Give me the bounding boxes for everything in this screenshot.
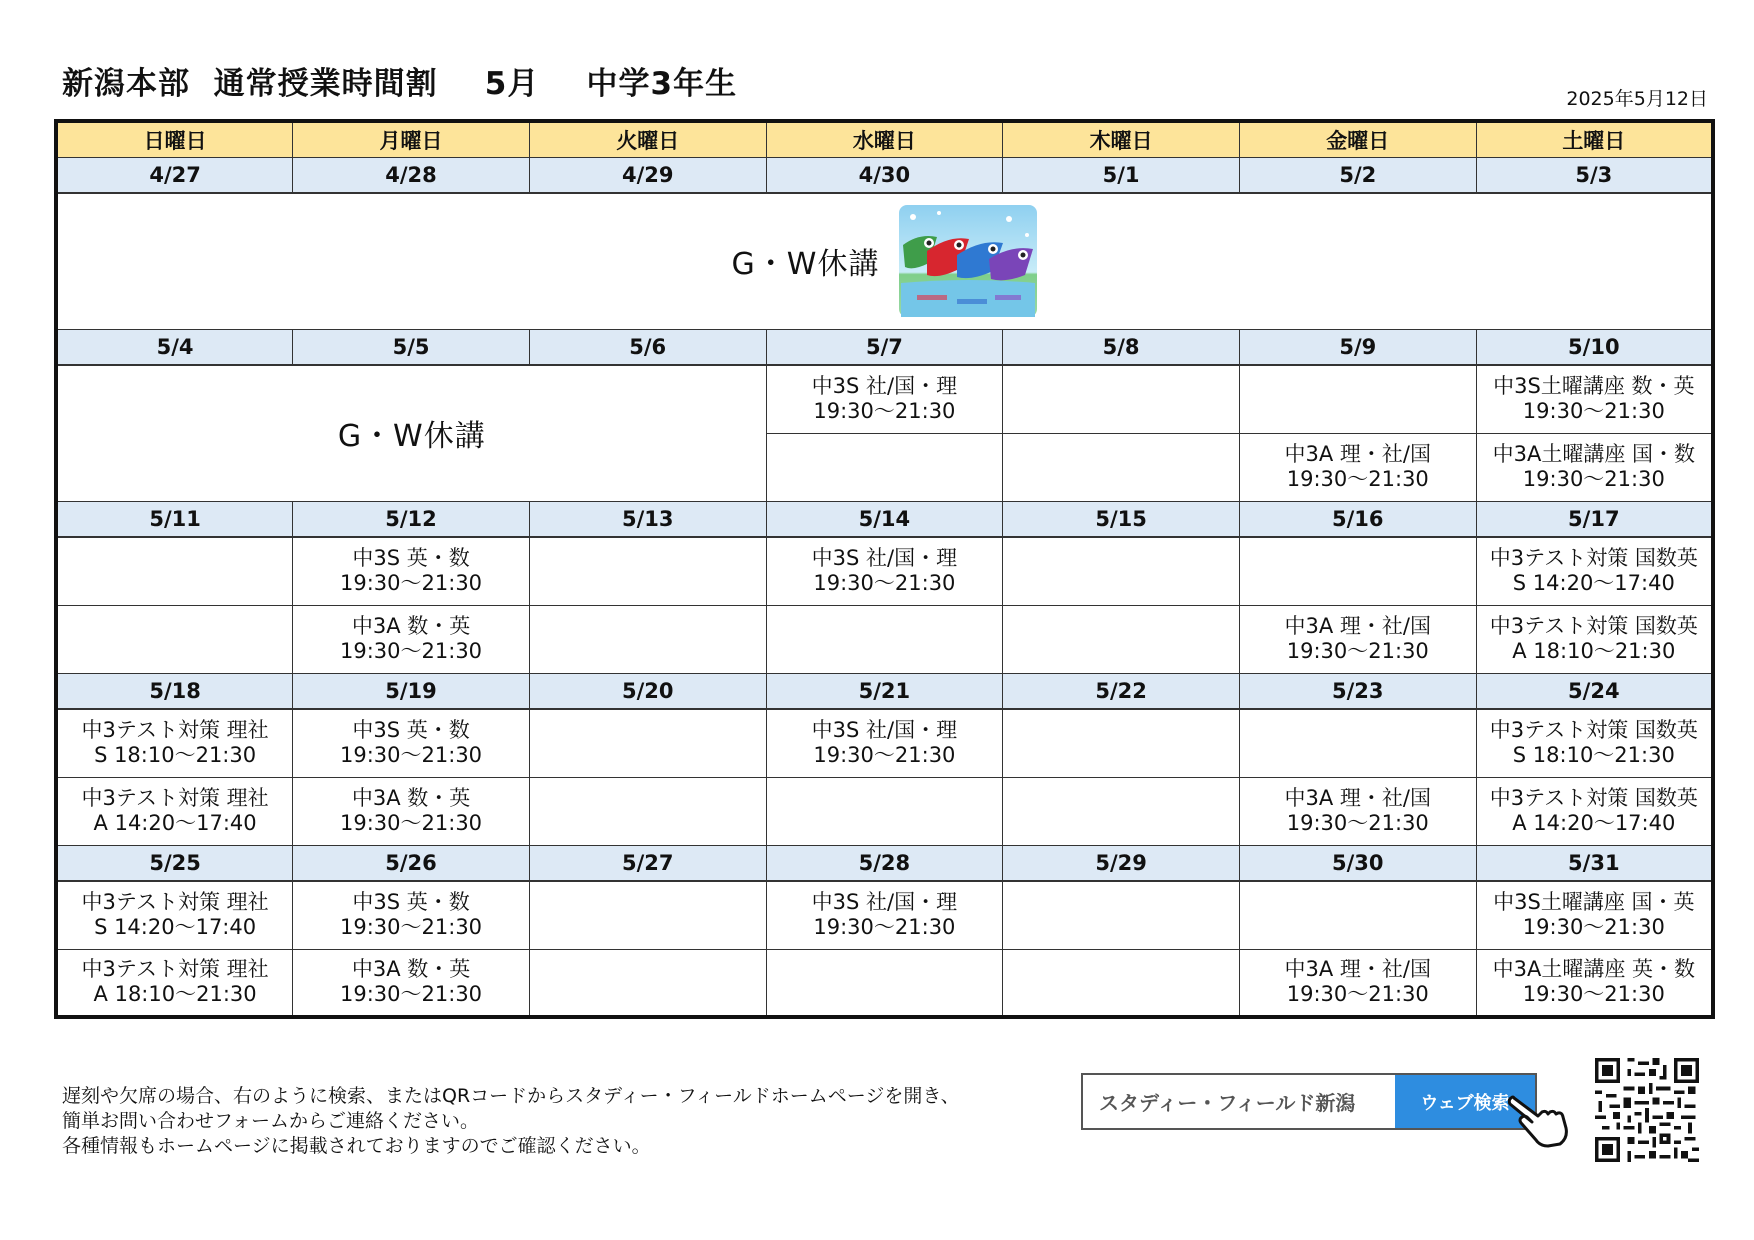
date-cell: 5/24: [1476, 673, 1713, 709]
class-cell: 中3テスト対策 理社 A 18:10～21:30: [56, 949, 293, 1017]
date-cell: 5/29: [1003, 845, 1240, 881]
timetable: [54, 119, 1715, 1019]
class-cell: 中3S 社/国・理 19:30～21:30: [766, 709, 1003, 777]
class-cell: 中3テスト対策 理社 S 18:10～21:30: [56, 709, 293, 777]
empty-cell: [529, 709, 766, 777]
date-cell: 5/7: [766, 329, 1003, 365]
week5-class-row-s: [56, 881, 1713, 949]
empty-cell: [1239, 537, 1476, 605]
weekday-sat: 土曜日: [1476, 121, 1713, 157]
class-cell: 中3A 理・社/国 19:30～21:30: [1239, 433, 1476, 501]
empty-cell: [1239, 709, 1476, 777]
date-cell: 5/2: [1239, 157, 1476, 193]
date-cell: 5/10: [1476, 329, 1713, 365]
date-cell: 5/22: [1003, 673, 1240, 709]
empty-cell: [1003, 537, 1240, 605]
date-cell: 5/8: [1003, 329, 1240, 365]
weekday-sun: 日曜日: [56, 121, 293, 157]
date-cell: 5/28: [766, 845, 1003, 881]
class-cell: 中3A 数・英 19:30～21:30: [293, 777, 530, 845]
date-cell: 5/31: [1476, 845, 1713, 881]
pointing-hand-icon: [1508, 1090, 1570, 1148]
week4-class-row-s: [56, 709, 1713, 777]
class-cell: 中3A 理・社/国 19:30～21:30: [1239, 605, 1476, 673]
class-cell: 中3A 数・英 19:30～21:30: [293, 605, 530, 673]
date-cell: 5/19: [293, 673, 530, 709]
date-cell: 5/9: [1239, 329, 1476, 365]
date-cell: 5/26: [293, 845, 530, 881]
week1-date-row: [56, 157, 1713, 193]
empty-cell: [1239, 881, 1476, 949]
date-cell: 5/6: [529, 329, 766, 365]
web-search-button: ウェブ検索: [1395, 1075, 1535, 1128]
date-cell: 5/23: [1239, 673, 1476, 709]
class-cell: 中3S土曜講座 国・英 19:30～21:30: [1476, 881, 1713, 949]
class-cell: 中3A 数・英 19:30～21:30: [293, 949, 530, 1017]
footer-line: 簡単お問い合わせフォームからご連絡ください。: [62, 1110, 480, 1132]
class-cell: 中3A土曜講座 国・数 19:30～21:30: [1476, 433, 1713, 501]
week4-date-row: [56, 673, 1713, 709]
empty-cell: [529, 881, 766, 949]
qr-code-icon: [1588, 1058, 1706, 1162]
date-cell: 5/12: [293, 501, 530, 537]
empty-cell: [529, 537, 766, 605]
week2-class-row-s: [56, 365, 1713, 433]
class-cell: 中3テスト対策 国数英 A 14:20～17:40: [1476, 777, 1713, 845]
date-cell: 5/14: [766, 501, 1003, 537]
weekday-thu: 木曜日: [1003, 121, 1240, 157]
weekday-tue: 火曜日: [529, 121, 766, 157]
class-cell: 中3S 社/国・理 19:30～21:30: [766, 881, 1003, 949]
empty-cell: [1003, 365, 1240, 433]
date-cell: 5/1: [1003, 157, 1240, 193]
date-cell: 5/11: [56, 501, 293, 537]
date-cell: 5/17: [1476, 501, 1713, 537]
page-title: 新潟本部 通常授業時間割 5月 中学3年生: [62, 66, 738, 102]
weekday-mon: 月曜日: [293, 121, 530, 157]
empty-cell: [766, 605, 1003, 673]
gw-holiday-label: G・W休講: [337, 419, 486, 455]
week3-class-row-s: [56, 537, 1713, 605]
koinobori-icon: [899, 205, 1037, 317]
date-cell: 5/3: [1476, 157, 1713, 193]
gw-holiday-cell: [56, 193, 1713, 329]
class-cell: 中3A 理・社/国 19:30～21:30: [1239, 949, 1476, 1017]
date-cell: 5/25: [56, 845, 293, 881]
empty-cell: [1003, 709, 1240, 777]
week1-holiday-row: [56, 193, 1713, 329]
class-cell: 中3A土曜講座 英・数 19:30～21:30: [1476, 949, 1713, 1017]
date-cell: 5/27: [529, 845, 766, 881]
empty-cell: [529, 605, 766, 673]
empty-cell: [1003, 777, 1240, 845]
class-cell: 中3S 社/国・理 19:30～21:30: [766, 537, 1003, 605]
empty-cell: [1003, 881, 1240, 949]
class-cell: 中3S 英・数 19:30～21:30: [293, 881, 530, 949]
gw-holiday-cell: [56, 365, 766, 501]
weekday-fri: 金曜日: [1239, 121, 1476, 157]
empty-cell: [56, 537, 293, 605]
gw-holiday-label: G・W休講: [731, 247, 880, 283]
empty-cell: [1003, 605, 1240, 673]
date-cell: 5/5: [293, 329, 530, 365]
date-cell: 5/13: [529, 501, 766, 537]
date-cell: 5/4: [56, 329, 293, 365]
week4-class-row-a: [56, 777, 1713, 845]
date-cell: 4/29: [529, 157, 766, 193]
weekday-header-row: [56, 121, 1713, 157]
week3-date-row: [56, 501, 1713, 537]
empty-cell: [766, 949, 1003, 1017]
empty-cell: [766, 777, 1003, 845]
footer-notice: [62, 1084, 960, 1159]
date-cell: 4/30: [766, 157, 1003, 193]
class-cell: 中3テスト対策 国数英 S 14:20～17:40: [1476, 537, 1713, 605]
empty-cell: [766, 433, 1003, 501]
date-cell: 5/18: [56, 673, 293, 709]
class-cell: 中3テスト対策 国数英 S 18:10～21:30: [1476, 709, 1713, 777]
date-cell: 5/15: [1003, 501, 1240, 537]
empty-cell: [529, 949, 766, 1017]
week5-class-row-a: [56, 949, 1713, 1017]
issued-date: 2025年5月12日: [1566, 88, 1708, 110]
empty-cell: [1239, 365, 1476, 433]
week5-date-row: [56, 845, 1713, 881]
class-cell: 中3S 社/国・理 19:30～21:30: [766, 365, 1003, 433]
date-cell: 5/30: [1239, 845, 1476, 881]
empty-cell: [56, 605, 293, 673]
date-cell: 5/16: [1239, 501, 1476, 537]
footer-line: 各種情報もホームページに掲載されておりますのでご確認ください。: [62, 1135, 651, 1157]
empty-cell: [1003, 433, 1240, 501]
class-cell: 中3A 理・社/国 19:30～21:30: [1239, 777, 1476, 845]
footer-line: 遅刻や欠席の場合、右のように検索、またはQRコードからスタディー・フィールドホームページを開き、: [62, 1085, 960, 1107]
class-cell: 中3テスト対策 理社 S 14:20～17:40: [56, 881, 293, 949]
empty-cell: [1003, 949, 1240, 1017]
date-cell: 5/20: [529, 673, 766, 709]
date-cell: 5/21: [766, 673, 1003, 709]
weekday-wed: 水曜日: [766, 121, 1003, 157]
empty-cell: [529, 777, 766, 845]
search-input: スタディー・フィールド新潟: [1099, 1091, 1356, 1115]
class-cell: 中3S 英・数 19:30～21:30: [293, 709, 530, 777]
date-cell: 4/27: [56, 157, 293, 193]
date-cell: 4/28: [293, 157, 530, 193]
week2-date-row: [56, 329, 1713, 365]
search-box-illustration: [1081, 1073, 1537, 1130]
class-cell: 中3テスト対策 国数英 A 18:10～21:30: [1476, 605, 1713, 673]
week3-class-row-a: [56, 605, 1713, 673]
class-cell: 中3S 英・数 19:30～21:30: [293, 537, 530, 605]
class-cell: 中3S土曜講座 数・英 19:30～21:30: [1476, 365, 1713, 433]
class-cell: 中3テスト対策 理社 A 14:20～17:40: [56, 777, 293, 845]
